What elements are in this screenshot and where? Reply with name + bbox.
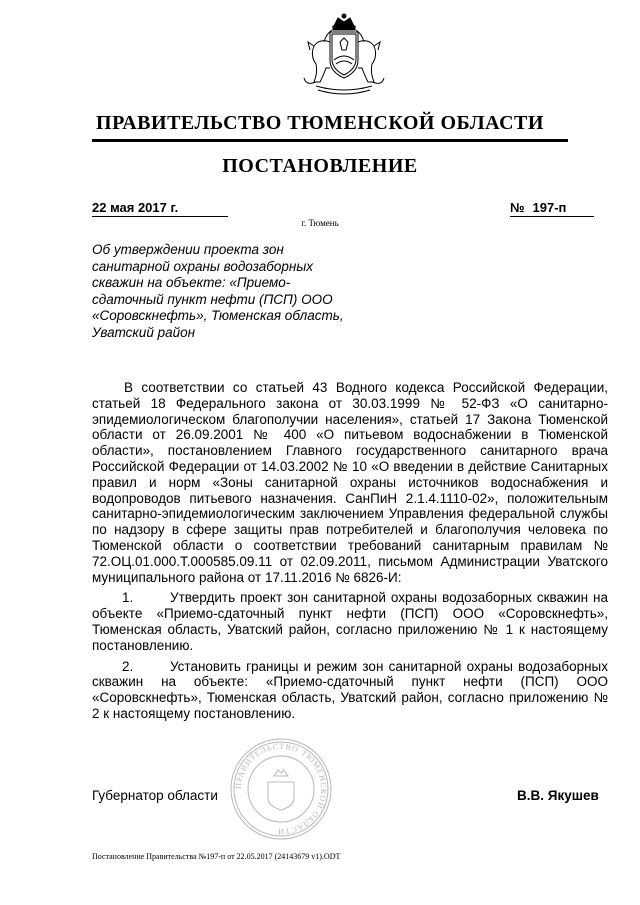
number-value: 197-п bbox=[532, 200, 567, 215]
seal-text: ПРАВИТЕЛЬСТВО ТЮМЕНСКОЙ ОБЛАСТИ bbox=[233, 741, 329, 837]
title-divider bbox=[92, 139, 568, 142]
document-type-title: ПОСТАНОВЛЕНИЕ bbox=[222, 155, 418, 177]
body-item bbox=[92, 659, 608, 722]
document-city: г. Тюмень bbox=[301, 218, 339, 228]
document-subject: Об утверждении проекта зон санитарной охраны водозаборных скважин на объекте: «Приемо-сдаточный пункт нефти (ПСП) ООО «Соровскнефть», Тюменская область, Уватский район bbox=[92, 242, 344, 340]
official-seal-icon bbox=[228, 736, 334, 842]
body-item bbox=[92, 590, 608, 653]
body-intro-paragraph: В соответствии со статьей 43 Водного кодекса Российской Федерации, статьей 18 Федерального закона от 30.03.1999 № 52-ФЗ «О санитарно-эпидемиологическом благополучии населения», статьей 17 Закона Тюменской области от 26.09.2001 № 400 «О питьевом водоснабжении в Тюменской области», постановлением Главного государственного санитарного врача Российской Федерации от 14.03.2002 № 10 «О введении в действие Санитарных правил и норм «Зоны санитарной охраны источников водоснабжения и водопроводов питьевого назначения. СанПиН 2.1.4.1110-02», положительным санитарно-эпидемиологическим заключением Управления федеральной службы по надзору в сфере защиты прав потребителей и благополучия человека по Тюменской области о соответствии требований санитарным правилам № 72.ОЦ.01.000.Т.000585.09.11 от 02.09.2011, письмом Администрации Уватского муниципального района от 17.11.2016 № 6826-И: bbox=[92, 380, 608, 585]
document-footer: Постановление Правительства №197-п от 22.05.2017 (24143679 v1).ODT bbox=[92, 852, 341, 861]
signatory-role: Губернатор области bbox=[92, 788, 218, 803]
item-text: Установить границы и режим зон санитарной охраны водозаборных скважин на объекте: «Приемо-сдаточный пункт нефти (ПСП) ООО «Соровскнефть», Тюменская область, Уватский район, согласно приложению № 2 к настоящему постановлению. bbox=[92, 658, 608, 721]
item-number: 1. bbox=[122, 590, 134, 606]
document-date: 22 мая 2017 г. bbox=[92, 201, 228, 217]
number-prefix: № bbox=[510, 200, 525, 215]
government-title: ПРАВИТЕЛЬСТВО ТЮМЕНСКОЙ ОБЛАСТИ bbox=[96, 112, 544, 134]
item-number: 2. bbox=[122, 658, 134, 674]
coat-of-arms-icon bbox=[296, 12, 392, 102]
signatory-name: В.В. Якушев bbox=[517, 788, 599, 803]
item-text: Утвердить проект зон санитарной охраны водозаборных скважин на объекте «Приемо-сдаточный пункт нефти (ПСП) ООО «Соровскнефть», Тюменская область, Уватский район, согласно приложению № 1 к настоящему постановлению. bbox=[92, 590, 608, 653]
document-body bbox=[92, 380, 608, 722]
document-number bbox=[510, 201, 594, 217]
